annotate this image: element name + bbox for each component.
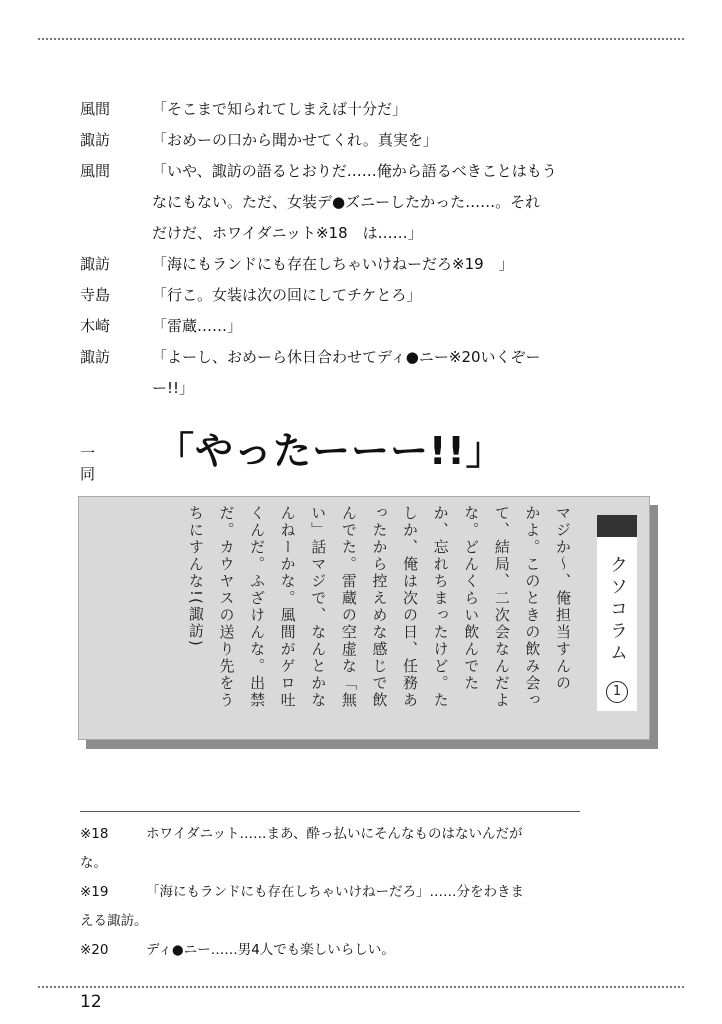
dialogue-text: 「海にもランドにも存在しちゃいけねーだろ※19 」: [152, 255, 514, 273]
column-body: マジか〜、俺担当すんの かよ。このときの飲み会っ て、結局、二次会なんだよ な。どんくらい飲んでた か、忘れちまったけど。た しか、俺は次の日、任務あ ったから控えめな感じで飲 んでた。雷蔵の空虚な「無 い」話マジで、なんとかな んねーかな。風間がゲロ吐 くんだ。ふざけんな。出禁 だ。カウヤスの送り先をう ちにすんな!(諏訪): [186, 505, 572, 709]
footnote-mark: ※19: [80, 884, 109, 900]
footnote-text: ホワイダニット……まあ、酔っ払いにそんなものはないんだが: [146, 826, 523, 842]
footnote-line: [80, 936, 600, 965]
speaker-name: 風間: [80, 100, 111, 118]
column-title-bar: [597, 515, 637, 537]
footnote-mark: ※20: [80, 942, 109, 958]
speaker-name: 諏訪: [80, 131, 111, 149]
dialogue-line: [80, 311, 600, 342]
dialogue-text: 「行こ。女装は次の回にしてチケとろ」: [152, 286, 422, 304]
speaker-name: 寺島: [80, 286, 111, 304]
dialogue-line: [80, 156, 600, 187]
page-number: 12: [80, 992, 102, 1012]
dialogue-text: 「そこまで知られてしまえば十分だ」: [152, 100, 408, 118]
dialogue-line: [80, 94, 600, 125]
dialogue-text: 「よーし、おめーら休日合わせてディ●ニー※20いくぞー: [152, 348, 541, 366]
footnote-line: [80, 878, 600, 907]
dialogue-block: [80, 94, 600, 404]
dialogue-line: [80, 373, 600, 404]
speaker-name: 風間: [80, 162, 111, 180]
footnote-line: [80, 820, 600, 849]
dialogue-text: だけだ、ホワイダニット※18 は……」: [152, 224, 423, 242]
footnote-text: 「海にもランドにも存在しちゃいけねーだろ」……分をわきま: [146, 884, 524, 900]
footnote-mark: ※18: [80, 826, 109, 842]
dialogue-line: [80, 280, 600, 311]
dialogue-line: [80, 218, 600, 249]
speaker-name: 木崎: [80, 317, 111, 335]
footnote-text: な。: [80, 855, 107, 871]
column-title-box: [597, 515, 637, 711]
dialogue-line: [80, 342, 600, 373]
dialogue-line: [80, 249, 600, 280]
footnote-line: [80, 907, 600, 936]
footnotes: [80, 820, 600, 965]
footnote-line: [80, 849, 600, 878]
dialogue-text: 「雷蔵……」: [152, 317, 243, 335]
column-number-badge: 1: [606, 681, 628, 703]
footnote-rule: [80, 811, 580, 812]
speaker-name: 諏訪: [80, 348, 111, 366]
column-title: クソコラム: [607, 555, 628, 665]
dialogue-line: [80, 187, 600, 218]
footnote-text: える諏訪。: [80, 913, 148, 929]
finale-speaker: 一同: [80, 444, 96, 483]
finale-shout: 「やったーーー!!」: [156, 429, 505, 473]
bottom-dotted-rule: [38, 986, 684, 988]
top-dotted-rule: [38, 38, 684, 40]
speaker-name: 諏訪: [80, 255, 111, 273]
dialogue-text: ー!!」: [152, 379, 195, 397]
dialogue-text: 「おめーの口から聞かせてくれ。真実を」: [152, 131, 438, 149]
dialogue-text: なにもない。ただ、女装デ●ズニーしたかった……。それ: [152, 193, 541, 211]
dialogue-line: [80, 125, 600, 156]
footnote-text: ディ●ニー……男4人でも楽しいらしい。: [146, 942, 395, 958]
dialogue-text: 「いや、諏訪の語るとおりだ……俺から語るべきことはもう: [152, 162, 557, 180]
